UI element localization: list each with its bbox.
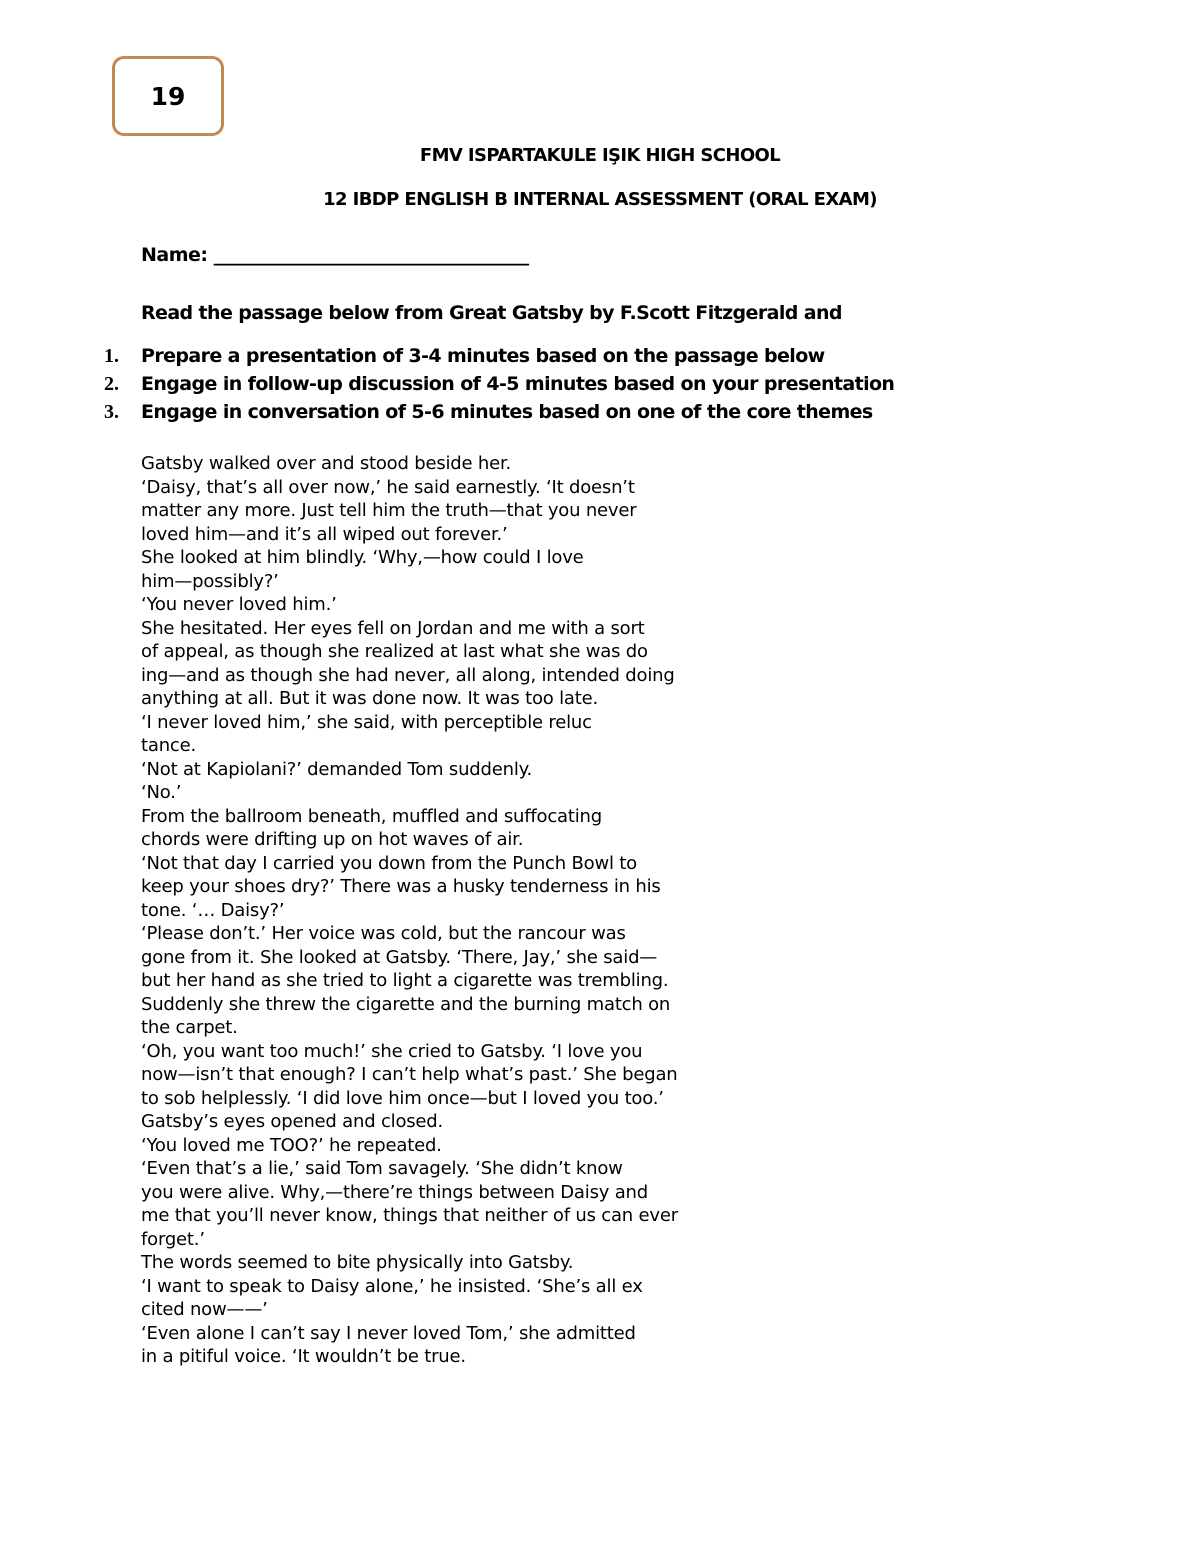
passage-line: ‘I never loved him,’ she said, with perceptible reluc [141, 711, 592, 733]
passage-line: of appeal, as though she realized at last what she was do [141, 641, 648, 662]
passage-line: ‘No.’ [141, 782, 182, 803]
task-text: Prepare a presentation of 3-4 minutes based on the passage below [141, 345, 825, 367]
passage-line: ‘Even alone I can’t say I never loved Tom,’ she admitted [141, 1322, 636, 1344]
passage-line: ‘Not at Kapiolani?’ demanded Tom suddenly. [141, 758, 533, 780]
passage-line: Gatsby’s eyes opened and closed. [141, 1111, 444, 1132]
task-text: Engage in conversation of 5-6 minutes based on one of the core themes [141, 401, 873, 423]
passage-line: loved him—and it’s all wiped out forever.’ [141, 523, 508, 545]
passage-line: Suddenly she threw the cigarette and the burning match on [141, 993, 671, 1015]
passage-line: From the ballroom beneath, muffled and suffocating [141, 805, 602, 827]
passage-line: matter any more. Just tell him the truth—that you never [141, 500, 637, 521]
passage-line: me that you’ll never know, things that neither of us can ever [141, 1205, 678, 1226]
passage-line: in a pitiful voice. ‘It wouldn’t be true. [141, 1346, 466, 1367]
passage-line: to sob helplessly. ‘I did love him once—but I loved you too.’ [141, 1087, 664, 1109]
passage-line: him—possibly?’ [141, 570, 279, 592]
passage-line: anything at all. But it was done now. It was too late. [141, 688, 598, 709]
passage-line: The words seemed to bite physically into Gatsby. [141, 1252, 574, 1273]
passage-text [141, 452, 678, 1369]
passage-line: Gatsby walked over and stood beside her. [141, 453, 512, 474]
passage-line: the carpet. [141, 1017, 238, 1038]
name-field-label: Name: ___________________________________ [141, 244, 529, 266]
passage-line: cited now——’ [141, 1299, 268, 1320]
passage-line: ‘Oh, you want too much!’ she cried to Gatsby. ‘I love you [141, 1040, 643, 1062]
passage-line: She looked at him blindly. ‘Why,—how could I love [141, 547, 584, 568]
passage-line: ing—and as though she had never, all along, intended doing [141, 664, 675, 686]
task-text: Engage in follow-up discussion of 4-5 minutes based on your presentation [141, 373, 895, 395]
passage-line: ‘Please don’t.’ Her voice was cold, but the rancour was [141, 923, 626, 944]
passage-line: tance. [141, 735, 196, 756]
passage-line: ‘Daisy, that’s all over now,’ he said earnestly. ‘It doesn’t [141, 476, 635, 498]
passage-line: ‘Not that day I carried you down from the Punch Bowl to [141, 852, 637, 874]
task-number: 1. [104, 345, 119, 367]
school-title: FMV ISPARTAKULE IŞIK HIGH SCHOOL [419, 145, 781, 166]
task-number: 2. [104, 373, 119, 395]
passage-line: ‘You never loved him.’ [141, 594, 337, 615]
passage-line: She hesitated. Her eyes fell on Jordan and me with a sort [141, 617, 645, 639]
instruction-text: Read the passage below from Great Gatsby by F.Scott Fitzgerald and [141, 302, 842, 324]
task-number: 3. [104, 401, 119, 423]
passage-line: forget.’ [141, 1228, 205, 1250]
passage-line: chords were drifting up on hot waves of air. [141, 829, 524, 850]
passage-line: gone from it. She looked at Gatsby. ‘There, Jay,’ she said— [141, 946, 658, 968]
passage-line: tone. ‘… Daisy?’ [141, 899, 285, 921]
passage-line: ‘I want to speak to Daisy alone,’ he insisted. ‘She’s all ex [141, 1275, 643, 1297]
exam-title: 12 IBDP ENGLISH B INTERNAL ASSESSMENT (ORAL EXAM) [323, 189, 877, 210]
page-number-box [112, 56, 224, 136]
passage-line: now—isn’t that enough? I can’t help what’s past.’ She began [141, 1064, 678, 1085]
passage-line: keep your shoes dry?’ There was a husky tenderness in his [141, 876, 661, 897]
passage-line: you were alive. Why,—there’re things between Daisy and [141, 1181, 648, 1203]
passage-line: but her hand as she tried to light a cigarette was trembling. [141, 970, 669, 991]
passage-line: ‘You loved me TOO?’ he repeated. [141, 1134, 442, 1156]
page-number: 19 [150, 81, 186, 111]
passage-line: ‘Even that’s a lie,’ said Tom savagely. ‘She didn’t know [141, 1158, 623, 1179]
